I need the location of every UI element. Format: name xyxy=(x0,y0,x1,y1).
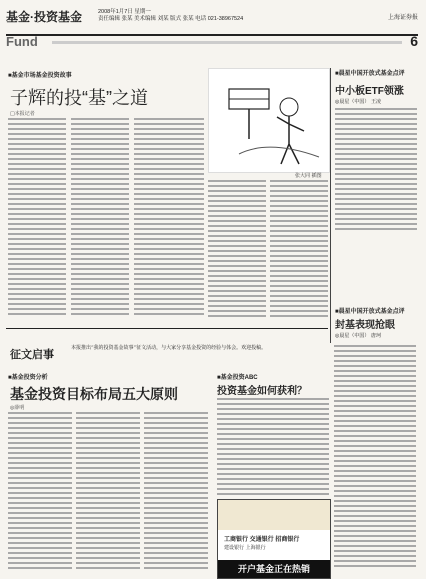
sidebar-section-label-2: ■晨星中国开放式基金点评 xyxy=(335,309,405,315)
article-column-5 xyxy=(270,180,328,320)
lower-headline: 基金投资目标布局五大原则 xyxy=(10,386,178,402)
issue-date: 2008年1月7日 星期一 xyxy=(98,9,151,15)
photo-caption: 张大同 插图 xyxy=(295,173,322,179)
abc-headline: 投资基金如何获利？ xyxy=(217,386,307,397)
sidebar-text-1 xyxy=(335,108,417,233)
article-column-3 xyxy=(134,118,204,318)
ad-banks-line-2: 建设银行 上海银行 xyxy=(224,545,266,551)
article-column-2 xyxy=(71,118,129,318)
section-label: ■基金市场基金投资故事 xyxy=(8,73,72,79)
sidebar-section-label: ■晨星中国开放式基金点评 xyxy=(335,71,405,77)
fund-word: Fund xyxy=(6,34,38,49)
ad-graphic xyxy=(218,500,330,530)
lower-column-1 xyxy=(8,412,72,572)
section-divider xyxy=(6,328,328,329)
masthead xyxy=(6,6,418,36)
cartoon-illustration xyxy=(209,69,329,172)
advertisement[interactable] xyxy=(217,499,331,579)
fund-header-bar xyxy=(52,41,402,44)
abc-text xyxy=(217,398,329,498)
sidebar-byline-2: ◎晨星（中国） 唐珂 xyxy=(335,333,381,339)
lower-column-2 xyxy=(76,412,140,572)
ad-slogan: 开户基金正在热销 xyxy=(218,560,330,578)
newspaper-name: 上海证券报 xyxy=(387,14,418,21)
sidebar-title-closed-fund: 封基表现抢眼 xyxy=(335,320,395,331)
sidebar-title-etf: 中小板ETF领涨 xyxy=(335,86,404,97)
notice-text: 本报推出“我的投资基金故事”征文活动，与大家分享基金投资的经验与体会。欢迎投稿。 xyxy=(71,345,267,351)
main-headline: 子辉的投“基”之道 xyxy=(10,88,148,108)
ad-banks-line-1: 工商银行 交通银行 招商银行 xyxy=(224,537,300,543)
notice-title: 征文启事 xyxy=(10,349,54,361)
sidebar-byline-1: ◎晨星（中国） 王凌 xyxy=(335,99,381,105)
lower-byline: ◎薛明 xyxy=(10,405,25,411)
issue-info xyxy=(98,9,243,23)
abc-section-label: ■基金投资ABC xyxy=(217,375,258,381)
lower-section-label: ■基金投资分析 xyxy=(8,375,48,381)
byline: □本报记者 xyxy=(10,111,35,117)
illustration xyxy=(208,68,330,173)
editor-line: 责任编辑 张某 美术编辑 刘某 版式 张某 电话 021-38967524 xyxy=(98,16,244,22)
article-column-1 xyxy=(8,118,66,318)
notice-box xyxy=(6,345,328,362)
lower-column-3 xyxy=(144,412,208,572)
section-name: 基金·投资基金 xyxy=(6,10,82,24)
sidebar xyxy=(330,68,419,343)
article-column-4 xyxy=(208,180,266,320)
fund-header xyxy=(6,34,418,50)
sidebar-text-2 xyxy=(334,345,416,570)
page-number: 6 xyxy=(410,33,418,49)
